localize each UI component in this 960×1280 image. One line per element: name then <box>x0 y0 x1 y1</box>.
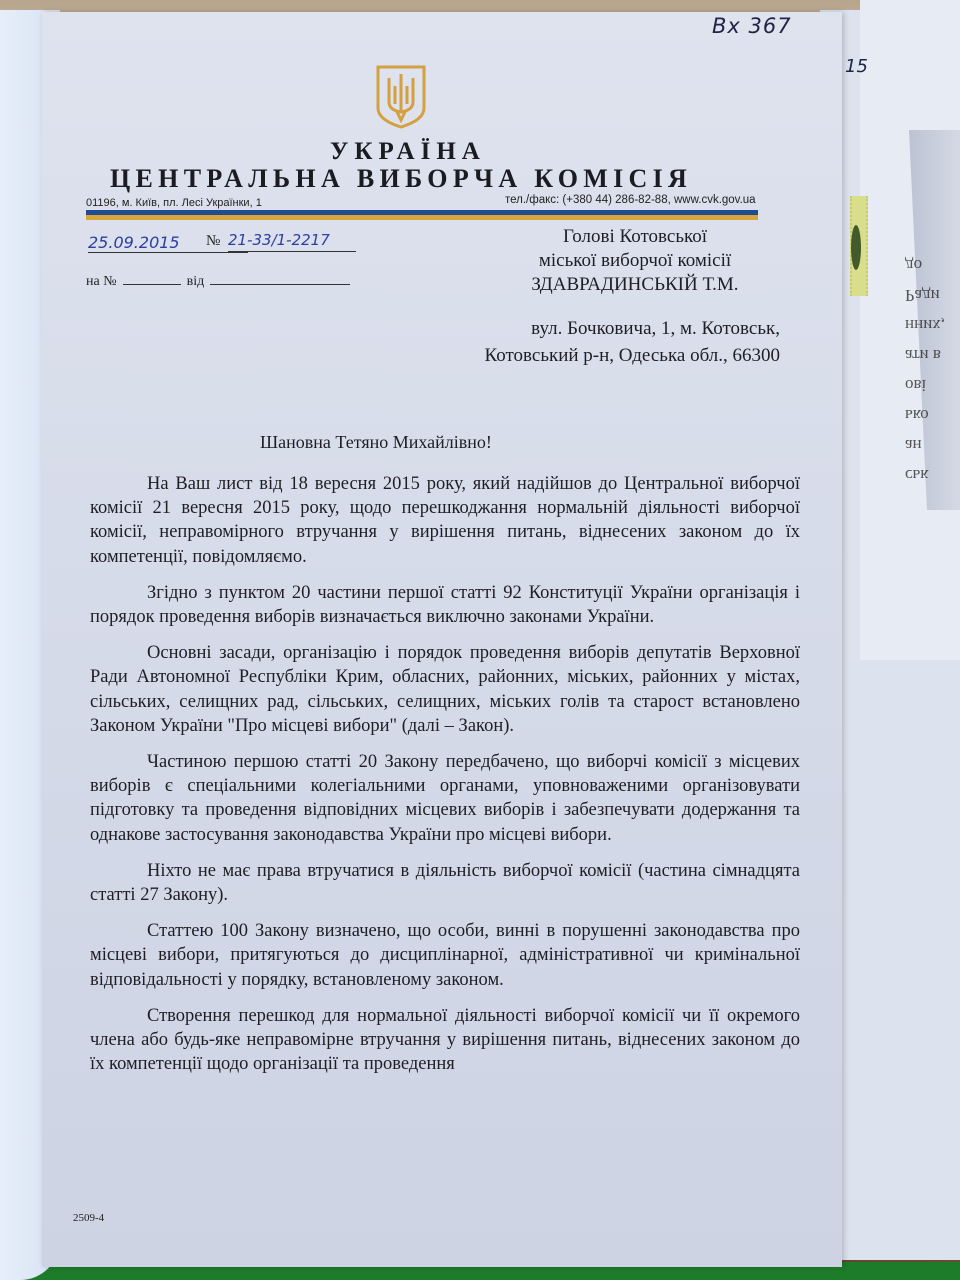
header-country: УКРАЇНА <box>330 138 486 165</box>
recipient-address <box>440 315 780 369</box>
body-paragraph: Згідно з пунктом 20 частини першої статті 92 Конституції України організація і порядок проведення виборів визначається виключно законами України. <box>90 582 800 628</box>
reference-row <box>86 274 350 290</box>
body-paragraph: Створення перешкод для нормальної діяльності виборчої комісії чи її окремого члена або будь-яке неправомірне втручання у вирішення питань, віднесених законом до їх компетенції щодо організації та проведення <box>90 1005 800 1075</box>
body-paragraph: Ніхто не має права втручатися в діяльність виборчої комісії (частина сімнадцята статті 27 Закону). <box>90 860 800 906</box>
header-stripe-yellow <box>86 215 758 220</box>
trident-icon <box>375 64 427 130</box>
address-line: Котовський р-н, Одеська обл., 66300 <box>484 345 780 366</box>
reference-date-blank <box>210 284 350 285</box>
number-label: № <box>206 233 221 249</box>
background-sheet-text: ськ ан ько ові ати в нних, Ради до <box>905 256 946 485</box>
header-address: 01196, м. Київ, пл. Лесі Українки, 1 <box>86 197 262 209</box>
outgoing-date: 25.09.2015 <box>88 233 248 253</box>
reference-number-label: на № <box>86 274 117 289</box>
incoming-registration-mark: Вх 367 <box>712 14 792 38</box>
salutation: Шановна Тетяно Михайлівно! <box>260 432 492 452</box>
body-paragraph: Основні засади, організацію і порядок проведення виборів депутатів Верховної Ради Автономної Республіки Крим, обласних, районних, міських, районних у містах, сільських, селищних рад, сільських, селищних, міських голів та старост встановлено Законом України "Про місцеві вибори" (далі – Закон). <box>90 643 800 736</box>
body-paragraph: Частиною першою статті 20 Закону передбачено, що виборчі комісії з місцевих виборів є спеціальними колегіальними органами, уповноваженими організовувати підготовку та проведення відповідних місцевих виборів і забезпечувати додержання та однакове застосування законодавства України про місцеві вибори. <box>90 752 800 845</box>
recipient-block <box>500 225 770 297</box>
body-paragraph: Статтею 100 Закону визначено, що особи, винні в порушенні законодавства про місцеві вибори, притягуються до дисциплінарної, адміністративної чи кримінальної відповідальності у порядку, встановленому законом. <box>90 921 800 990</box>
address-line: вул. Бочковича, 1, м. Котовськ, <box>531 318 780 339</box>
recipient-line: міської виборчої комісії <box>538 250 732 271</box>
recipient-line: Голові Котовської <box>562 226 708 247</box>
form-code: 2509-4 <box>73 1212 105 1224</box>
body-paragraph: На Ваш лист від 18 вересня 2015 року, який надійшов до Центральної виборчої комісії 21 вересня 2015 року, щодо перешкоджання нормальній діяльності виборчої комісії, неправомірного втручання у вирішення питань, віднесених законом до їх компетенції, повідомляємо. <box>90 474 800 567</box>
header-contacts: тел./факс: (+380 44) 286-82-88, www.cvk.gov.ua <box>505 194 756 206</box>
back-page-mark: 15 <box>845 56 868 77</box>
reference-number-blank <box>123 284 181 285</box>
recipient-name: ЗДАВРАДИНСЬКІЙ Т.М. <box>531 274 739 295</box>
header-organization: ЦЕНТРАЛЬНА ВИБОРЧА КОМІСІЯ <box>110 164 693 193</box>
reference-from-label: від <box>186 274 205 289</box>
stamp-leaf-icon <box>851 225 861 270</box>
outgoing-number: 21-33/1-2217 <box>228 231 356 252</box>
letter-body <box>90 472 800 1088</box>
